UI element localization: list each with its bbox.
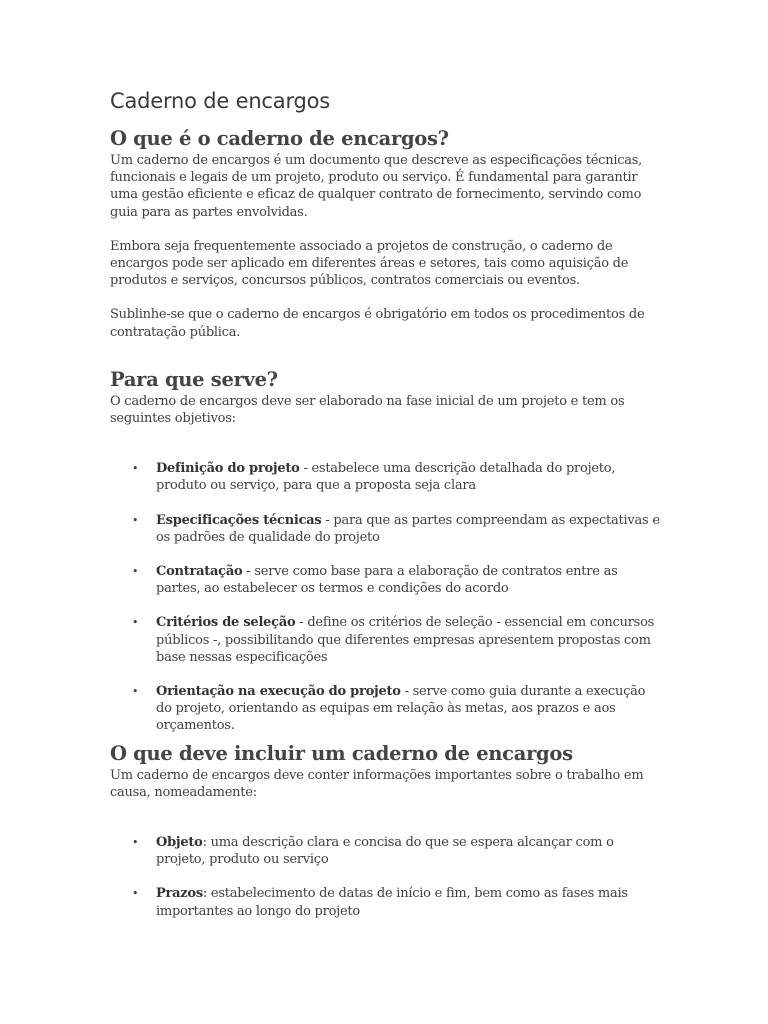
list-item-term: Definição do projeto: [156, 461, 300, 477]
section-heading: Para que serve?: [110, 367, 278, 391]
list-item: [110, 885, 662, 919]
list-item: [110, 683, 662, 735]
list-item-term: Critérios de seleção: [156, 615, 296, 631]
section-heading: O que é o caderno de encargos?: [110, 127, 449, 150]
list-item-text: : estabelecimento de datas de início e fim, bem como as fases mais importantes ao longo do projeto: [156, 886, 628, 919]
list-item-term: Objeto: [156, 835, 203, 851]
list-item-term: Contratação: [156, 564, 243, 580]
objectives-list: [110, 460, 662, 734]
bullet-icon: •: [132, 887, 139, 901]
bullet-icon: •: [132, 513, 139, 527]
section-heading: O que deve incluir um caderno de encargos: [110, 741, 573, 765]
list-item-term: Orientação na execução do projeto: [156, 684, 401, 700]
contents-list: [110, 834, 662, 920]
list-item-term: Especificações técnicas: [156, 512, 322, 528]
list-item: [110, 614, 662, 666]
paragraph: Sublinhe-se que o caderno de encargos é obrigatório em todos os procedimentos de contratação pública.: [110, 307, 645, 340]
list-item-text: - estabelece uma descrição detalhada do projeto, produto ou serviço, para que a proposta seja clara: [156, 461, 616, 494]
bullet-icon: •: [132, 685, 139, 699]
bullet-icon: •: [132, 565, 139, 579]
list-item-text: - serve como base para a elaboração de contratos entre as partes, ao estabelecer os termos e condições do acordo: [156, 564, 618, 597]
document-page: [110, 86, 662, 920]
list-item: [110, 834, 662, 868]
bullet-icon: •: [132, 836, 139, 850]
bullet-icon: •: [132, 616, 139, 630]
list-item: [110, 563, 662, 597]
list-item-text: : uma descrição clara e concisa do que se espera alcançar com o projeto, produto ou serviço: [156, 835, 614, 868]
paragraph: O caderno de encargos deve ser elaborado na fase inicial de um projeto e tem os seguintes objetivos:: [110, 393, 625, 427]
list-item: [110, 460, 662, 494]
paragraph: Um caderno de encargos é um documento que descreve as especificações técnicas, funcionais e legais de um projeto, produto ou serviço. É fundamental para garantir uma gestão eficiente e eficaz de qualquer contrato de fornecimento, servindo como guia para as partes envolvidas.: [110, 153, 643, 220]
list-item-text: - define os critérios de seleção - essencial em concursos públicos -, possibilitando que diferentes empresas apresentem propostas com base nessas especificações: [156, 615, 655, 665]
list-item-text: - serve como guia durante a execução do projeto, orientando as equipas em relação às metas, aos prazos e aos orçamentos.: [156, 684, 646, 734]
document-title: Caderno de encargos: [110, 89, 331, 113]
paragraph: Um caderno de encargos deve conter informações importantes sobre o trabalho em causa, nomeadamente:: [110, 767, 644, 800]
bullet-icon: •: [132, 462, 139, 476]
list-item-term: Prazos: [156, 886, 203, 902]
list-item-text: - para que as partes compreendam as expectativas e os padrões de qualidade do projeto: [156, 512, 660, 545]
paragraph: Embora seja frequentemente associado a projetos de construção, o caderno de encargos pode ser aplicado em diferentes áreas e setores, tais como aquisição de produtos e serviços, concursos públicos, contratos comerciais ou eventos.: [110, 238, 629, 289]
list-item: [110, 512, 662, 546]
